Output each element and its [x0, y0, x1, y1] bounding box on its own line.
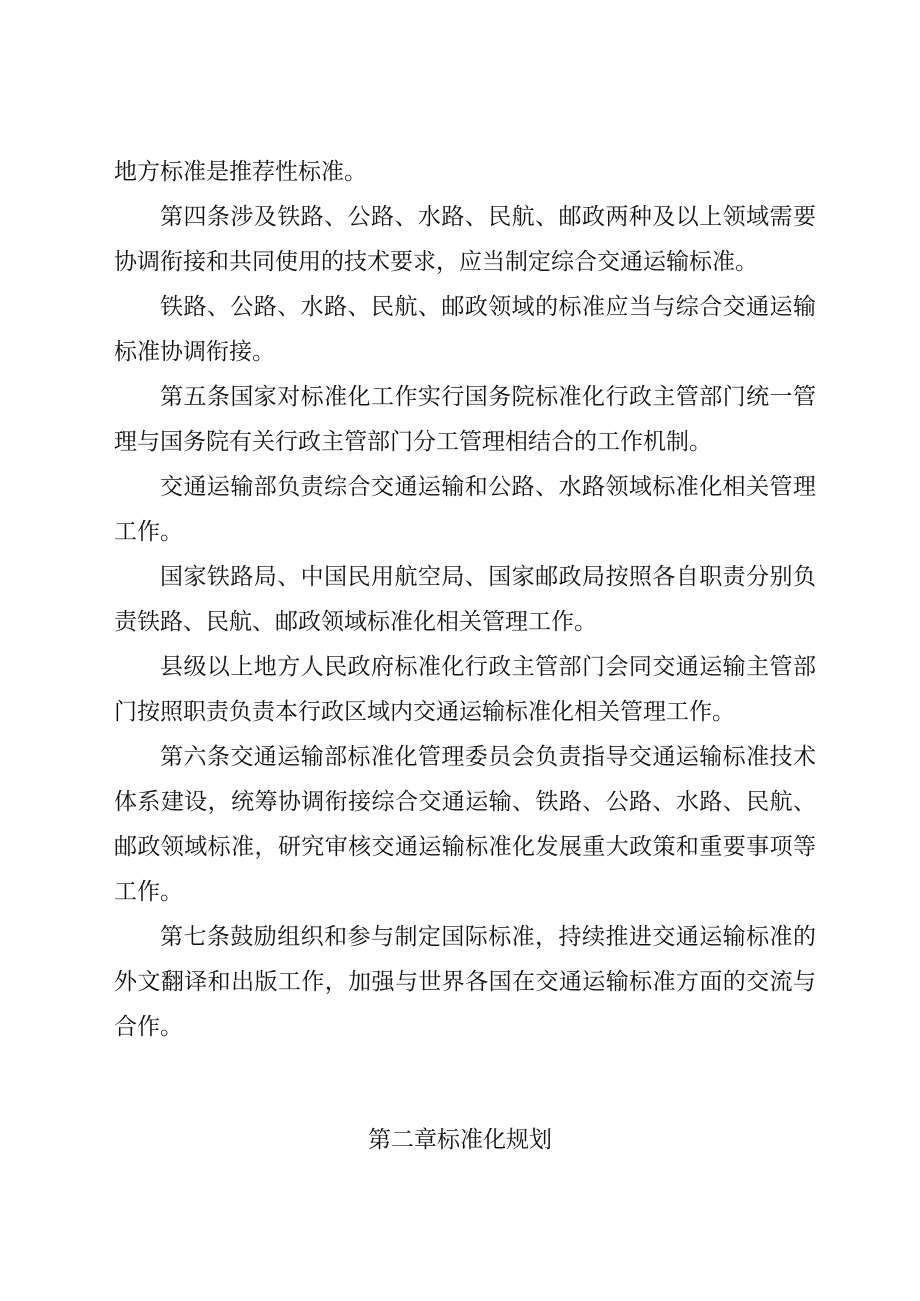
paragraph-article-7: 第七条鼓励组织和参与制定国际标准，持续推进交通运输标准的外文翻译和出版工作，加强与世界各国在交通运输标准方面的交流与合作。: [114, 924, 816, 1040]
paragraph-6: 国家铁路局、中国民用航空局、国家邮政局按照各自职责分别负责铁路、民航、邮政领域标准化相关管理工作。: [114, 564, 816, 635]
paragraph-5: 交通运输部负责综合交通运输和公路、水路领域标准化相关管理工作。: [114, 474, 816, 545]
paragraph-article-4: 第四条涉及铁路、公路、水路、民航、邮政两种及以上领域需要协调衔接和共同使用的技术要求，应当制定综合交通运输标准。: [114, 204, 816, 275]
document-body: [114, 150, 816, 1050]
paragraph-article-6: 第六条交通运输部标准化管理委员会负责指导交通运输标准技术体系建设，统筹协调衔接综合交通运输、铁路、公路、水路、民航、邮政领域标准，研究审核交通运输标准化发展重大政策和重要事项等工作。: [114, 744, 816, 905]
paragraph-3: 铁路、公路、水路、民航、邮政领域的标准应当与综合交通运输标准协调衔接。: [114, 294, 816, 365]
paragraph-7: 县级以上地方人民政府标准化行政主管部门会同交通运输主管部门按照职责负责本行政区域内交通运输标准化相关管理工作。: [114, 654, 816, 725]
chapter-title: 第二章标准化规划: [368, 1127, 552, 1153]
paragraph-article-5: 第五条国家对标准化工作实行国务院标准化行政主管部门统一管理与国务院有关行政主管部门分工管理相结合的工作机制。: [114, 384, 816, 455]
paragraph-1: 地方标准是推荐性标准。: [114, 159, 367, 185]
